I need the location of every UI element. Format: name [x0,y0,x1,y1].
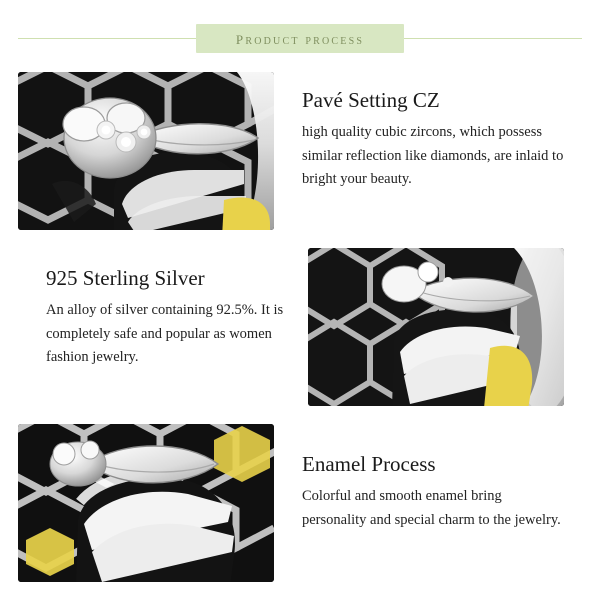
section-heading: 925 Sterling Silver [46,266,205,290]
section-enamel-process [18,424,564,582]
section-heading: Pavé Setting CZ [302,88,440,112]
text-block-925-sterling-silver [46,248,308,370]
section-pave-setting-cz [18,72,564,230]
section-body: high quality cubic zircons, which possess similar reflection like diamonds, are inlaid to bright your beauty. [302,124,564,188]
bee-illustration-2 [308,248,564,406]
banner [0,24,600,54]
section-heading: Enamel Process [302,452,436,476]
section-body: Colorful and smooth enamel bring personality and special charm to the jewelry. [302,488,561,528]
bee-illustration-3 [18,424,274,582]
image-bee-charm-closeup-enamel [18,424,274,582]
text-block-enamel-process [302,424,564,532]
section-body: An alloy of silver containing 92.5%. It is completely safe and popular as women fashion jewelry. [46,302,284,366]
bee-illustration-1 [18,72,274,230]
image-bee-charm-closeup-pave-cz [18,72,274,230]
section-925-sterling-silver [18,248,564,406]
text-block-pave-setting-cz [302,72,564,192]
image-bee-charm-closeup-silver-bead [308,248,564,406]
page-title: product process [235,28,365,48]
